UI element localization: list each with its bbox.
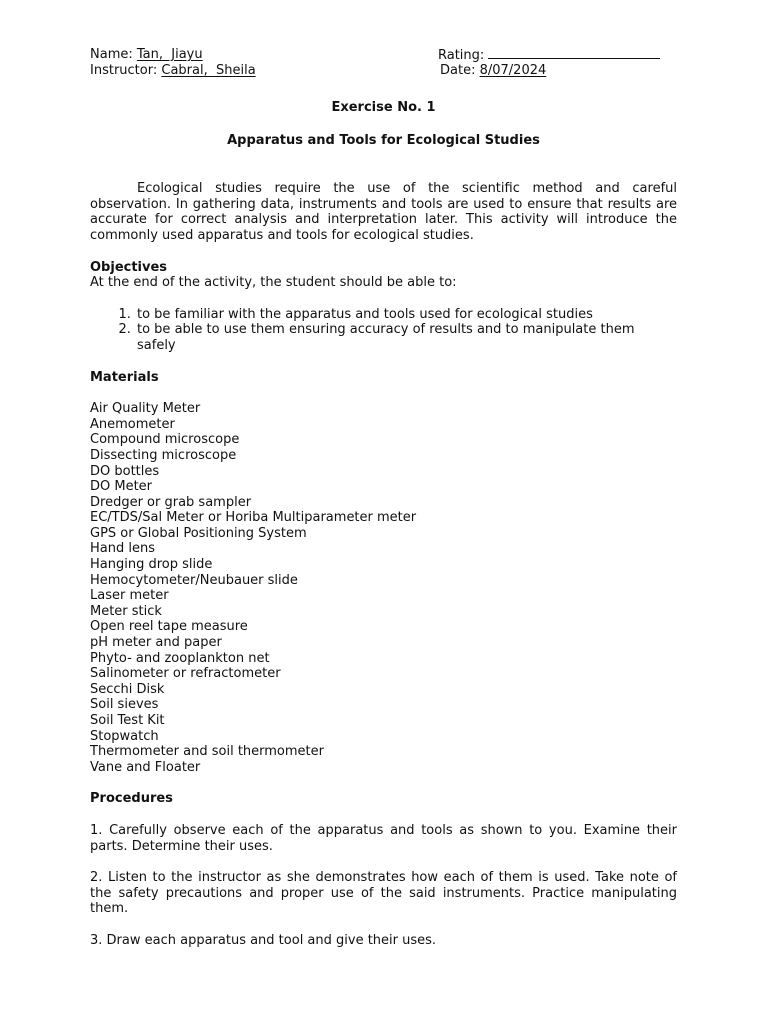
material-item: Thermometer and soil thermometer (90, 744, 324, 760)
material-item: Laser meter (90, 588, 169, 604)
objectives-heading: Objectives (90, 259, 168, 275)
header-row-2 (90, 63, 677, 79)
material-item: Open reel tape measure (90, 619, 248, 635)
rating-label: Rating: (438, 48, 485, 63)
procedure-step-3: 3. Draw each apparatus and tool and give their uses. (90, 932, 437, 948)
objective-item: 1. to be familiar with the apparatus and tools used for ecological studies (135, 307, 677, 323)
objective-item: 2. to be able to use them ensuring accuracy of results and to manipulate them safely (135, 322, 677, 353)
objectives-list (90, 307, 677, 354)
instructor-label: Instructor: (90, 63, 158, 78)
material-item: Soil Test Kit (90, 713, 165, 728)
materials-list (90, 401, 677, 775)
material-item: Anemometer (90, 416, 175, 432)
material-item: DO bottles (90, 463, 160, 479)
rating-field (438, 47, 660, 64)
rating-blank-line (488, 47, 660, 59)
material-item: Dissecting microscope (90, 447, 237, 463)
name-field (90, 47, 203, 63)
material-item: Stopwatch (90, 728, 159, 744)
objectives-lead: At the end of the activity, the student should be able to: (90, 275, 457, 291)
document-title: Apparatus and Tools for Ecological Studies (227, 132, 540, 148)
exercise-title: Exercise No. 1 (331, 100, 436, 115)
material-item: Phyto- and zooplankton net (90, 650, 270, 666)
material-item: Meter stick (90, 603, 162, 619)
materials-heading: Materials (90, 369, 159, 385)
material-item: EC/TDS/Sal Meter or Horiba Multiparameter meter (90, 510, 417, 526)
date-label: Date: (440, 63, 476, 78)
material-item: Hemocytometer/Neubauer slide (90, 572, 298, 588)
name-value: Tan, Jiayu (136, 47, 203, 62)
material-item: Salinometer or refractometer (90, 666, 281, 682)
header-row-1 (90, 47, 677, 63)
material-item: Soil sieves (90, 697, 159, 713)
material-item: Secchi Disk (90, 681, 165, 697)
instructor-value: Cabral, Sheila (161, 63, 256, 78)
procedures-heading: Procedures (90, 791, 173, 807)
document-page (90, 47, 677, 949)
material-item: Dredger or grab sampler (90, 494, 252, 510)
date-field (440, 63, 546, 79)
material-item: Compound microscope (90, 432, 240, 448)
material-item: Air Quality Meter (90, 401, 201, 417)
material-item: Vane and Floater (90, 759, 201, 775)
procedure-step-1: 1. Carefully observe each of the apparatus and tools as shown to you. Examine their parts. Determine their uses. (90, 822, 677, 854)
date-value: 8/07/2024 (479, 63, 547, 78)
material-item: GPS or Global Positioning System (90, 525, 307, 541)
material-item: pH meter and paper (90, 635, 222, 651)
material-item: Hand lens (90, 541, 155, 557)
instructor-field (90, 63, 256, 79)
name-label: Name: (90, 47, 133, 62)
material-item: Hanging drop slide (90, 557, 213, 573)
procedure-step-2: 2. Listen to the instructor as she demonstrates how each of them is used. Take note of the safety precautions and proper use of the said instruments. Practice manipulating them. (90, 870, 677, 917)
material-item: DO Meter (90, 479, 153, 495)
intro-paragraph: Ecological studies require the use of the scientific method and careful observation. In gathering data, instruments and tools are used to ensure that results are accurate for correct analysis and interpretation later. This activity will introduce the commonly used apparatus and tools for ecological studies. (90, 181, 677, 243)
